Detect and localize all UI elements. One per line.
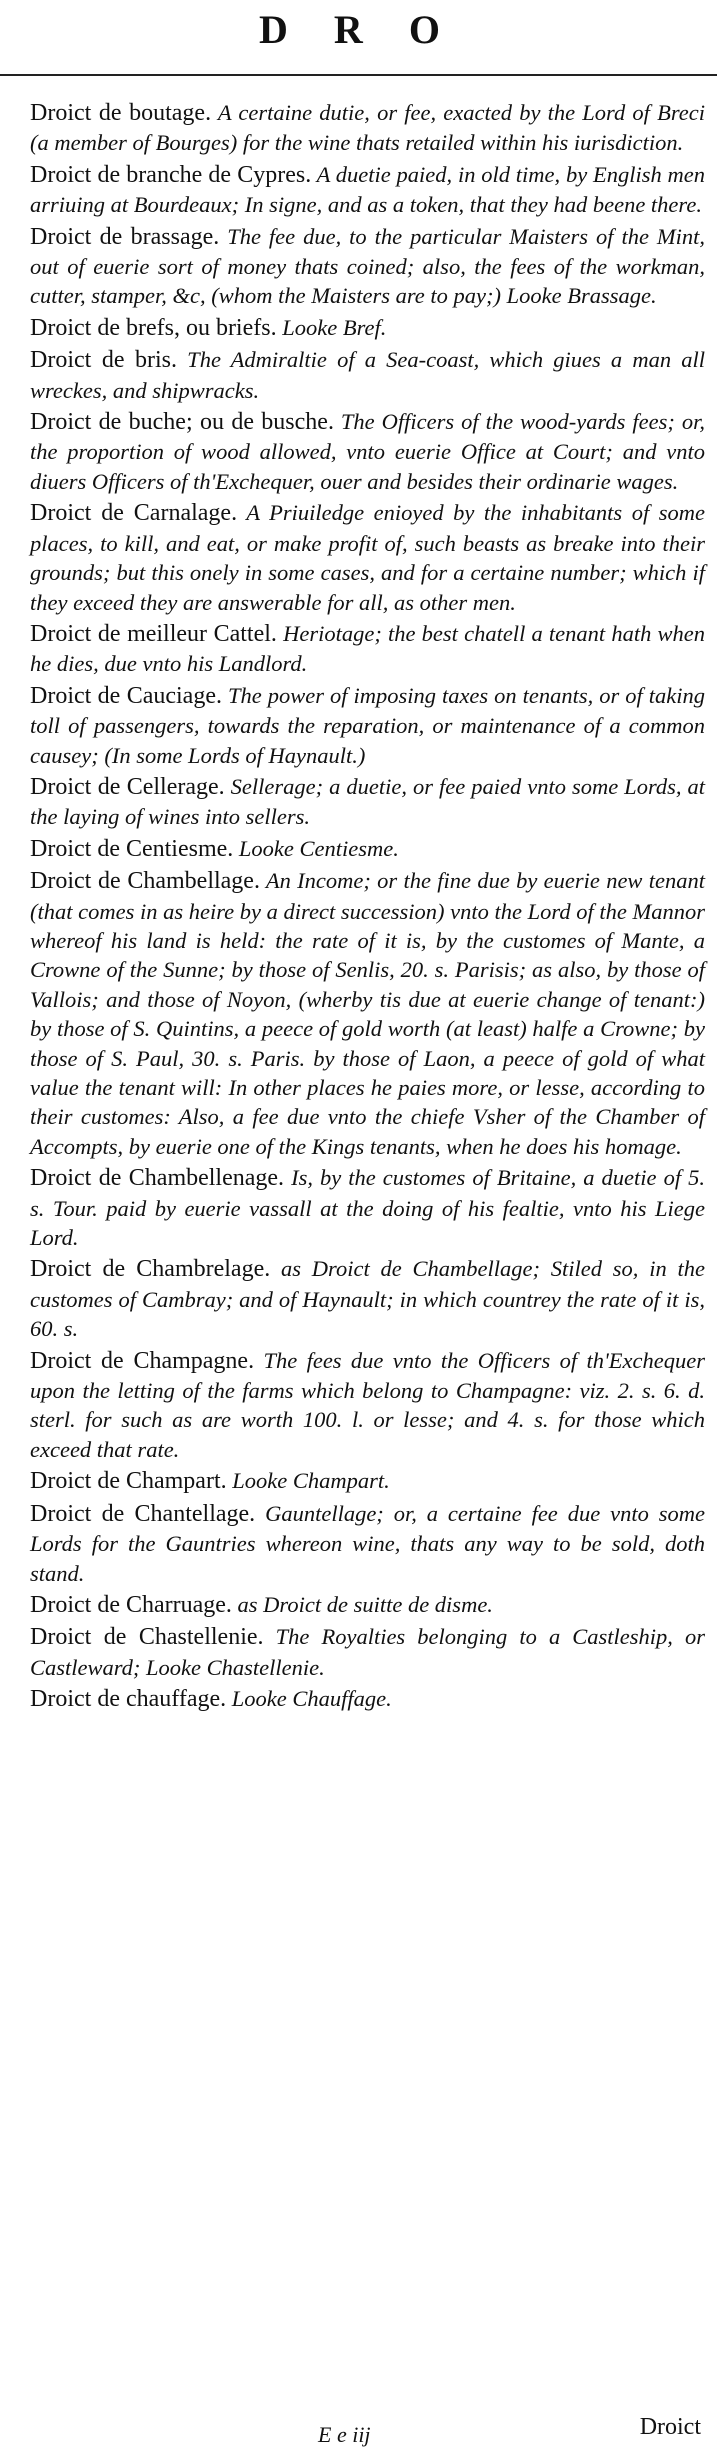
headword: Droict de brassage.	[30, 223, 220, 250]
headword: Droict de Carnalage.	[30, 500, 238, 527]
definition: Heriotage; the best chatell a tenant hath when he dies, due vnto his Landlord.	[30, 620, 706, 677]
headword: Droict de Cellerage.	[30, 773, 225, 800]
headword: Droict de branche de Cypres.	[30, 161, 312, 188]
headword: Droict de Chambellenage.	[30, 1165, 285, 1192]
definition: The Admiraltie of a Sea-coast, which giues a man all wreckes, and shipwracks.	[30, 347, 705, 403]
dictionary-entry	[30, 1254, 705, 1343]
definition: as Droict de suitte de disme.	[231, 1591, 493, 1617]
definition: Looke Chauffage.	[226, 1686, 392, 1712]
dictionary-entry	[30, 834, 705, 864]
definition: The Royalties belonging to a Castleship, or Castleward; Looke Chastellenie.	[30, 1624, 706, 1680]
page-header: D R O	[259, 7, 458, 52]
dictionary-entry	[30, 772, 705, 832]
definition: Gauntellage; or, a certaine fee due vnto some Lords for the Gauntries whereon wine, thats any way to be sold, doth stand.	[30, 1500, 705, 1586]
dictionary-entry	[30, 681, 705, 770]
headword: Droict de boutage.	[30, 100, 212, 126]
dictionary-entry	[30, 407, 705, 496]
headword: Droict de Chantellage.	[30, 1500, 256, 1527]
dictionary-entry	[30, 498, 705, 617]
headword: Droict de Cauciage.	[30, 682, 222, 709]
definition: Looke Bref.	[276, 314, 387, 340]
headword: Droict de Champart.	[30, 1468, 227, 1495]
dictionary-entry	[30, 160, 705, 220]
dictionary-entry	[30, 1499, 705, 1588]
dictionary-entry	[30, 619, 705, 679]
headword: Droict de Chambrelage.	[30, 1256, 271, 1283]
definition: A certaine dutie, or fee, exacted by the Lord of Breci (a member of Bourges) for the wine thats retailed within his iurisdiction.	[30, 100, 705, 156]
headword: Droict de Chastellenie.	[30, 1624, 264, 1651]
definition: The Officers of the wood-yards fees; or, the proportion of wood allowed, vnto euerie Office at Court; and vnto diuers Officers of th'Exchequer, ouer and besides their ordinarie wages.	[30, 409, 705, 494]
headword: Droict de meilleur Cattel.	[30, 620, 277, 647]
signature-mark: E e iij	[318, 2422, 371, 2447]
definition: as Droict de Chambellage; Stiled so, in the customes of Cambray; and of Haynault; in which countrey the rate of it is, 60. s.	[30, 1256, 705, 1342]
headword: Droict de Charruage.	[30, 1591, 232, 1618]
definition: The fee due, to the particular Maisters of the Mint, out of euerie sort of money thats coined; also, the fees of the workman, cutter, stamper, &c, (whom the Maisters are to pay;) Looke Brassage.	[30, 223, 706, 309]
headword: Droict de Champagne.	[30, 1347, 255, 1374]
definition: A Priuiledge enioyed by the inhabitants of some places, to kill, and eat, or make profit of, such beasts as breake into their grounds; but this onely in some cases, and for a certaine number; which if they exceed they are answerable for all, as other men.	[30, 500, 705, 615]
headword: Droict de brefs, ou briefs.	[30, 314, 277, 341]
definition: The power of imposing taxes on tenants, or of taking toll of passengers, towards the reparation, or maintenance of a common causey; (In some Lords of Haynault.)	[30, 682, 705, 768]
entry-list	[30, 98, 705, 1717]
definition: Looke Centiesme.	[233, 835, 399, 861]
dictionary-entry	[30, 1346, 705, 1465]
headword: Droict de chauffage.	[30, 1686, 227, 1713]
dictionary-entry	[30, 222, 705, 311]
dictionary-entry	[30, 1684, 705, 1714]
definition: Looke Champart.	[226, 1468, 390, 1494]
dictionary-entry	[30, 345, 705, 405]
header-rule	[0, 74, 717, 76]
headword: Droict de bris.	[30, 347, 178, 374]
headword: Droict de buche; ou de busche.	[30, 409, 334, 436]
dictionary-entry	[30, 1590, 705, 1620]
definition: Sellerage; a duetie, or fee paied vnto some Lords, at the laying of wines into sellers.	[30, 773, 705, 830]
definition: The fees due vnto the Officers of th'Exchequer upon the letting of the farms which belong to Champagne: viz. 2. s. 6. d. sterl. for such as are worth 100. l. or lesse; and 4. s. for those which exceed that rate.	[30, 1347, 705, 1462]
catchword: Droict	[639, 2414, 701, 2440]
headword: Droict de Centiesme.	[30, 835, 234, 862]
dictionary-entry	[30, 1163, 705, 1252]
definition: An Income; or the fine due by euerie new tenant (that comes in as heire by a direct succession) vnto the Lord of the Mannor whereof his land is held: the rate of it is, by the customes of Mante, a Crowne of the Sunne; by those of Senlis, 20. s. Parisis; as also, by those of Vallois; and those of Noyon, (wherby tis due at euerie change of tenant:) by those of S. Quintins, a peece of gold worth (at least) halfe a Crowne; by those of S. Paul, 30. s. Paris. by those of Laon, a peece of gold of what value the tenant will: In other places he paies more, or lesse, according to their customes: Also, a fee due vnto the chiefe Vsher of the Chamber of Accompts, by euerie one of the Kings tenants, when he does his homage.	[30, 868, 705, 1159]
dictionary-entry	[30, 313, 705, 343]
definition: A duetie paied, in old time, by English men arriuing at Bourdeaux; In signe, and as a token, that they had beene there.	[30, 161, 706, 218]
dictionary-entry	[30, 98, 705, 158]
dictionary-entry	[30, 1622, 705, 1682]
dictionary-entry	[30, 866, 705, 1161]
dictionary-entry	[30, 1466, 705, 1496]
definition: Is, by the customes of Britaine, a duetie of 5. s. Tour. paid by euerie vassall at the doing of his fealtie, vnto his Liege Lord.	[30, 1165, 705, 1251]
headword: Droict de Chambellage.	[30, 868, 260, 895]
